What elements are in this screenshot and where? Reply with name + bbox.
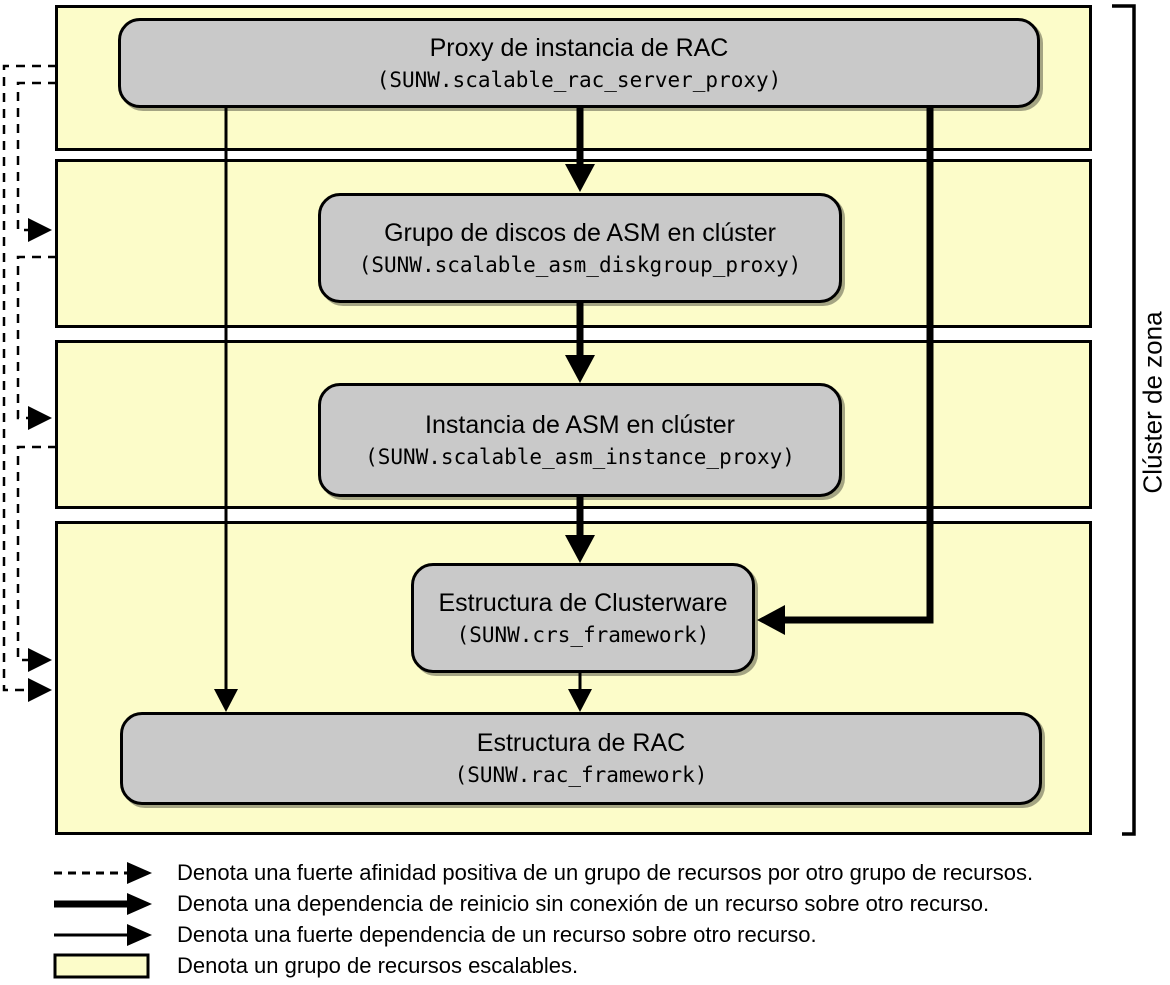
restart-dependency-arrow-proxy-to-diskgroup — [565, 106, 595, 192]
affinity-arrow-group1-to-group2 — [18, 83, 57, 242]
affinity-arrow-group2-to-group3 — [18, 257, 57, 430]
resource-title: Estructura de RAC — [476, 729, 686, 757]
resource-type: (SUNW.scalable_asm_instance_proxy) — [365, 444, 795, 469]
resource-type: (SUNW.scalable_asm_diskgroup_proxy) — [358, 252, 802, 277]
resource-type: (SUNW.scalable_rac_server_proxy) — [376, 67, 782, 92]
resource-title: Estructura de Clusterware — [438, 588, 728, 617]
strong-dependency-arrow-proxy-to-rac-framework — [214, 106, 238, 712]
zone-cluster-label: Clúster de zona — [1137, 311, 1168, 494]
resource-type: (SUNW.rac_framework) — [454, 763, 708, 787]
affinity-arrow-group1-to-group4 — [4, 66, 57, 702]
restart-dependency-arrow-instance-to-crs — [565, 495, 595, 563]
restart-dependency-arrow-diskgroup-to-instance — [565, 300, 595, 383]
legend-label: Denota una fuerte dependencia de un recurso sobre otro recurso. — [177, 922, 817, 947]
resource-title: Proxy de instancia de RAC — [429, 33, 729, 62]
legend-label: Denota un grupo de recursos escalables. — [177, 953, 579, 978]
strong-dependency-arrow-crs-to-rac-framework — [568, 671, 592, 712]
restart-dependency-arrow-proxy-to-crs — [757, 106, 930, 635]
resource-title: Grupo de discos de ASM en clúster — [384, 218, 776, 247]
legend-label: Denota una dependencia de reinicio sin conexión de un recurso sobre otro recurso. — [177, 891, 990, 916]
resource-type: (SUNW.crs_framework) — [456, 622, 710, 647]
affinity-arrow-group3-to-group4 — [18, 447, 57, 672]
resource-title: Instancia de ASM en clúster — [425, 410, 735, 439]
legend-label: Denota una fuerte afinidad positiva de un grupo de recursos por otro grupo de recursos. — [177, 860, 1034, 885]
zone-cluster-bracket — [1112, 6, 1134, 834]
